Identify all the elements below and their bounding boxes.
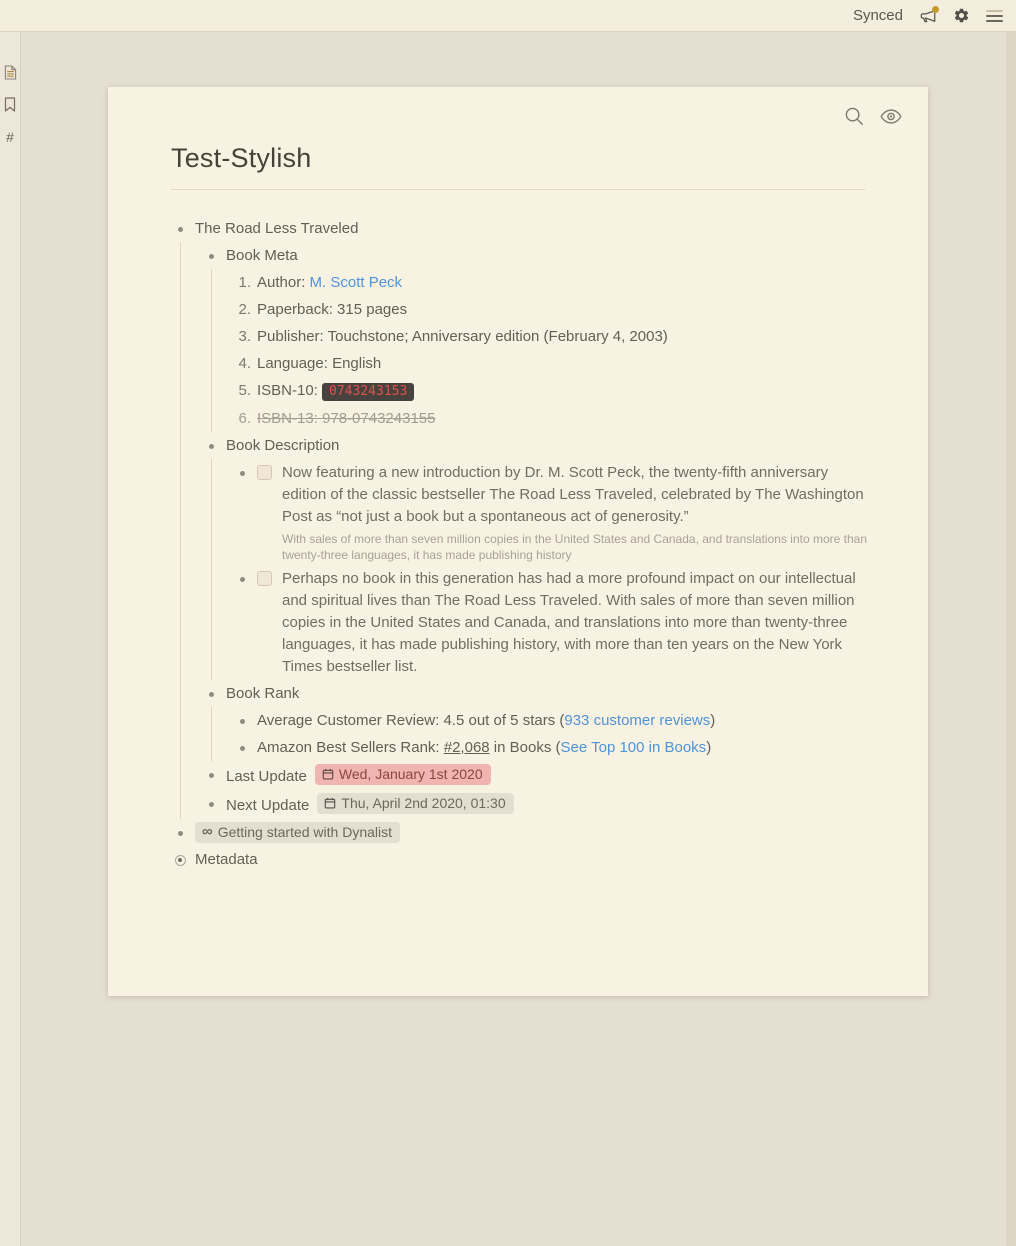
outline-node-book-rank: [202, 680, 868, 761]
outline-item-publisher: [233, 323, 868, 350]
document-tools: [843, 105, 902, 127]
bullet[interactable]: [202, 683, 220, 705]
top100-link[interactable]: See Top 100 in Books: [560, 739, 707, 756]
rank-value[interactable]: #2,068: [443, 739, 490, 756]
outline-item-language: [233, 350, 868, 377]
calendar-icon: [322, 768, 334, 780]
tags-pane-icon[interactable]: [3, 129, 17, 144]
bullet[interactable]: [233, 710, 251, 732]
bullet[interactable]: [171, 218, 189, 240]
checkbox-unchecked[interactable]: [257, 571, 272, 586]
checkbox-unchecked[interactable]: [257, 465, 272, 480]
announcements-megaphone-icon[interactable]: [918, 6, 938, 26]
documents-pane-icon[interactable]: [3, 65, 17, 80]
outline-item-paperback: [233, 296, 868, 323]
list-number[interactable]: 3.: [238, 328, 251, 345]
bookmarks-pane-icon[interactable]: [3, 97, 17, 112]
author-prefix: Author:: [257, 274, 310, 291]
outline-item-text[interactable]: Metadata: [195, 851, 258, 868]
item-note[interactable]: With sales of more than seven million copies in the United States and Canada, and translations into more than twenty-three languages, it has made publishing history: [282, 532, 867, 562]
next-update-label[interactable]: Next Update: [226, 797, 310, 814]
menu-hamburger-icon[interactable]: [984, 6, 1004, 26]
author-link[interactable]: M. Scott Peck: [309, 274, 403, 291]
outline-item-text[interactable]: Book Description: [226, 437, 340, 454]
last-update-label[interactable]: Last Update: [226, 768, 307, 785]
outline-item-review: [233, 707, 868, 734]
title-divider: [171, 189, 865, 190]
outline-item-isbn10: [233, 377, 868, 405]
outline-item-doc-link: [171, 819, 868, 846]
isbn10-prefix: ISBN-10:: [257, 382, 323, 399]
settings-gear-icon[interactable]: [951, 6, 971, 26]
calendar-icon: [324, 797, 336, 809]
review-prefix: Average Customer Review: 4.5 out of 5 stars (: [257, 712, 565, 729]
date-badge-next-update[interactable]: [317, 793, 513, 814]
customer-reviews-link[interactable]: 933 customer reviews: [564, 712, 711, 729]
outline-item-last-update: [202, 761, 868, 790]
outline-item-text[interactable]: Publisher: Touchstone; Anniversary edition (February 4, 2003): [257, 328, 668, 345]
list-number[interactable]: 6.: [238, 410, 251, 427]
bullet[interactable]: [171, 822, 189, 844]
outline-item-author: [233, 269, 868, 296]
rank-prefix: Amazon Best Sellers Rank:: [257, 739, 444, 756]
list-number[interactable]: 2.: [238, 301, 251, 318]
document-link-badge[interactable]: [195, 822, 400, 843]
bullet[interactable]: [202, 764, 220, 786]
notification-dot: [932, 6, 939, 13]
document-link-label: Getting started with Dynalist: [217, 824, 392, 840]
date-badge-last-update[interactable]: [315, 764, 491, 785]
outline-item-text[interactable]: Book Rank: [226, 685, 300, 702]
eye-view-icon[interactable]: [880, 105, 902, 127]
bullet[interactable]: [233, 737, 251, 759]
outline-node-road: [171, 215, 868, 819]
outline-item-text[interactable]: The Road Less Traveled: [195, 220, 359, 237]
outline-item-rank: [233, 734, 868, 761]
infinity-document-icon: ∞: [202, 823, 213, 840]
bullet[interactable]: [202, 245, 220, 267]
list-number[interactable]: 1.: [238, 274, 251, 291]
scrollbar-track[interactable]: [1006, 32, 1016, 1246]
isbn13-struck-text[interactable]: ISBN-13: 978-0743243155: [257, 410, 436, 427]
outline-item-next-update: [202, 790, 868, 819]
list-number[interactable]: 5.: [238, 382, 251, 399]
bullet[interactable]: [202, 793, 220, 815]
description-text[interactable]: Perhaps no book in this generation has had a more profound impact on our intellectual and spiritual lives than The Road Less Traveled. With sales of more than seven million copies in the United States and Canada, and translations into more than twenty-three languages, it has made publishing history, with more than ten years on the New York Times bestseller list.: [282, 570, 856, 675]
outline-item-isbn13: [233, 405, 868, 432]
rank-suffix: ): [706, 739, 712, 756]
collapsed-bullet[interactable]: [171, 849, 189, 871]
rank-mid: in Books (: [489, 739, 561, 756]
outline: [171, 215, 868, 873]
outline-node-book-description: [202, 432, 868, 680]
outline-item-text[interactable]: Book Meta: [226, 247, 298, 264]
bullet[interactable]: [202, 435, 220, 457]
date-badge-text: Thu, April 2nd 2020, 01:30: [341, 795, 506, 811]
document-card: [108, 87, 928, 996]
date-badge-text: Wed, January 1st 2020: [338, 766, 483, 782]
page-title[interactable]: Test-Stylish: [171, 143, 312, 173]
topbar: [0, 0, 1016, 32]
left-sidebar: [0, 32, 21, 1246]
outline-node-book-meta: [202, 242, 868, 432]
outline-item-description-1: [233, 459, 868, 565]
review-suffix: ): [710, 712, 716, 729]
outline-item-metadata: [171, 846, 868, 873]
description-text[interactable]: Now featuring a new introduction by Dr. M. Scott Peck, the twenty-fifth anniversary edition of the classic bestseller The Road Less Traveled, celebrated by The Washington Post as “not just a book but a spontaneous act of generosity.”: [282, 464, 864, 525]
isbn10-code-chip[interactable]: 0743243153: [322, 383, 414, 401]
bullet[interactable]: [233, 568, 251, 590]
outline-item-text[interactable]: Paperback: 315 pages: [257, 301, 408, 318]
search-icon[interactable]: [843, 105, 865, 127]
list-number[interactable]: 4.: [238, 355, 251, 372]
bullet[interactable]: [233, 462, 251, 484]
hash-symbol: #: [6, 128, 14, 145]
outline-item-text[interactable]: Language: English: [257, 355, 382, 372]
outline-item-description-2: [233, 565, 868, 680]
sync-status: Synced: [852, 7, 903, 24]
